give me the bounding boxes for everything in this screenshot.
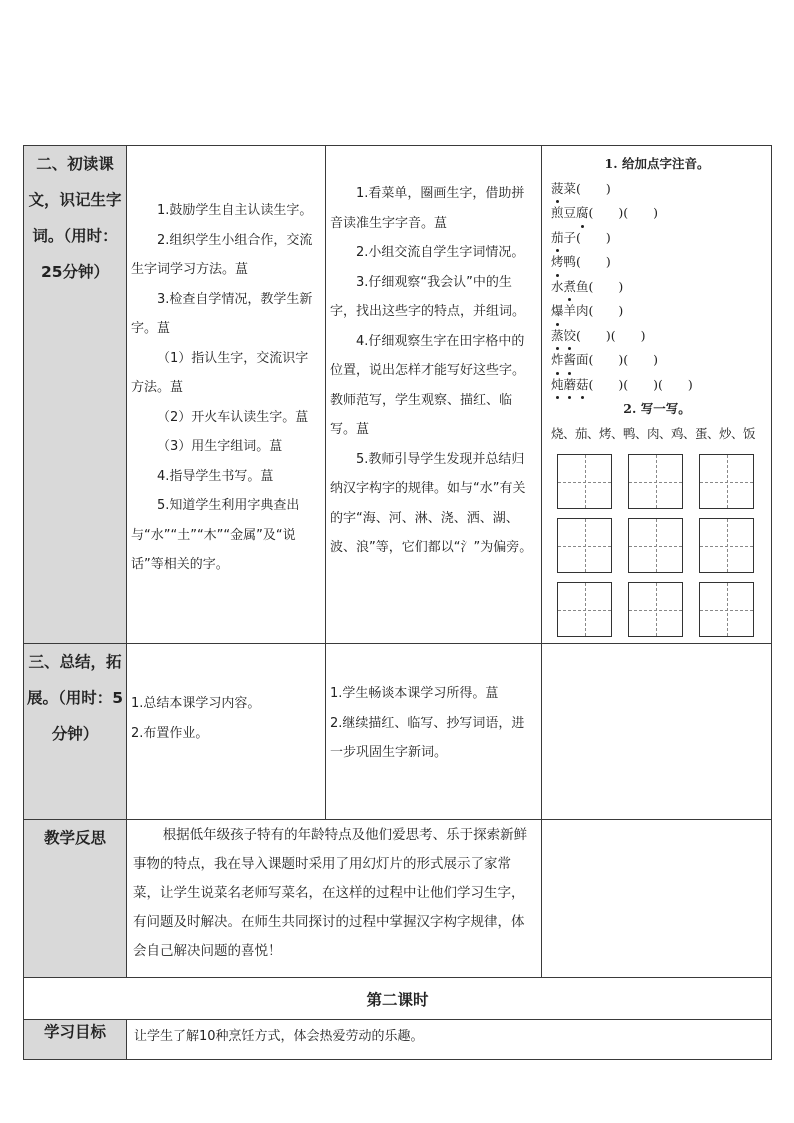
item-char: 鱼 [576, 278, 589, 294]
section3-teacher-activities [127, 689, 325, 774]
lesson-plan-table [23, 145, 772, 1060]
item-char: 腐 [576, 201, 589, 226]
activity-line: 1.学生畅谈本课学习所得。蒀 [330, 686, 499, 702]
item-char: 豆 [563, 205, 577, 220]
activity-line: 3.仔细观察“我会认”中的生字，找出这些字的特点，并组词。 [330, 274, 526, 319]
activity-line: 1.看菜单，圈画生字，借助拼音读准生字字音。蒀 [330, 186, 525, 231]
answer-blank: ( ) [576, 180, 611, 196]
section3-student-cell [326, 644, 542, 820]
pinyin-item [551, 324, 771, 349]
activity-line: 2.小组交流自学生字词情况。 [356, 245, 525, 260]
section2-student-cell [326, 146, 542, 644]
activity-line: 2.继续描红、临写、抄写词语，进一步巩固生字新词。 [330, 715, 525, 761]
item-char: 炖 [551, 373, 564, 398]
item-char: 蒸 [551, 324, 564, 349]
item-char: 菠 [551, 177, 564, 202]
second-lesson-row [24, 978, 772, 1020]
learning-goal-text: 让学生了解10种烹饪方式，体会热爱劳动的乐趣。 [134, 1029, 424, 1044]
section2-row [24, 146, 772, 644]
answer-blank: ( )( ) [588, 352, 659, 367]
pinyin-item [551, 250, 771, 275]
answer-blank: ( )( ) [576, 327, 646, 343]
activity-line: 5.教师引导学生发现并总结归纳汉字构字的规律。如与“水”有关的字“海、河、淋、浇、洒、湖、波、浪”等，它们都以“氵”为偏旁。 [330, 451, 533, 555]
reflection-title: 教学反思 [24, 820, 127, 978]
activity-line: （1）指认生字，交流识字方法。蒀 [131, 350, 309, 395]
reflection-row [24, 820, 772, 978]
activity-line: （3）用生字组词。蒀 [157, 439, 283, 454]
section3-title: 三、总结，拓展。（用时：5分钟） [24, 644, 127, 820]
tianzige-box [699, 582, 754, 637]
tianzige-box [628, 454, 683, 509]
item-char: 煮 [564, 275, 577, 300]
item-char: 鸭 [563, 254, 577, 269]
section3-empty-cell [542, 644, 772, 820]
tianzige-box [557, 454, 612, 509]
activity-line: 3.检查自学情况，教学生新字。蒀 [131, 291, 313, 336]
activity-line: （2）开火车认读生字。蒀 [157, 409, 309, 425]
activity-line: 5.知道学生利用字典查出与“水”“土”“木”“金属”及“说话”等相关的字。 [131, 498, 300, 572]
learning-goal-cell [127, 1020, 772, 1060]
tianzige-box [557, 518, 612, 573]
exercise-q2: 2. 写一写。 [623, 401, 691, 416]
section2-teacher-activities [127, 146, 325, 580]
answer-blank: ( )( ) [588, 205, 659, 220]
item-char: 烤 [551, 250, 564, 275]
reflection-text: 根据低年级孩子特有的年龄特点及他们爱思考、乐于探索新鲜事物的特点，我在导入课题时采用了用幻灯片的形式展示了家常菜，让学生说菜名老师写菜名，在这样的过程中让他们学习生字，有问题及时解决。在师生共同探讨的过程中掌握汉字构字规律，体会自己解决问题的喜悦！ [133, 827, 528, 959]
item-char: 炸 [551, 348, 564, 373]
answer-blank: ( ) [588, 278, 624, 294]
exercise-block [542, 146, 771, 637]
learning-goal-row [24, 1020, 772, 1060]
pinyin-item [551, 177, 771, 202]
item-char: 爆 [551, 299, 564, 324]
item-char: 羊 [563, 303, 577, 318]
item-char: 煎 [551, 205, 564, 220]
section2-title: 二、初读课文，识记生字词。（用时：25分钟） [24, 146, 127, 644]
second-lesson-title: 第二课时 [24, 978, 772, 1020]
tianzige-box [628, 518, 683, 573]
reflection-empty-cell [542, 820, 772, 978]
activity-line: 1.鼓励学生自主认读生字。 [157, 203, 313, 218]
item-char: 水 [551, 278, 564, 294]
pinyin-item [551, 348, 771, 373]
section3-teacher-cell [127, 644, 326, 820]
item-char: 面 [576, 352, 589, 367]
item-char: 酱 [564, 348, 577, 373]
pinyin-items [551, 177, 771, 398]
section3-student-activities [326, 679, 541, 784]
activity-line: 2.布置作业。 [131, 725, 209, 741]
pinyin-item [551, 373, 771, 398]
pinyin-item [551, 299, 771, 324]
item-char: 菜 [563, 180, 577, 196]
answer-blank: ( ) [588, 303, 624, 318]
item-char: 茄 [551, 226, 564, 251]
tianzige-box [699, 518, 754, 573]
reflection-text-wrap [127, 820, 541, 966]
item-char: 饺 [564, 324, 577, 349]
activity-line: 4.指导学生书写。蒀 [157, 468, 274, 484]
section2-exercise-cell [542, 146, 772, 644]
activity-line: 2.组织学生小组合作，交流生字词学习方法。蒀 [131, 232, 313, 277]
item-char: 肉 [576, 303, 589, 318]
learning-goal-label: 学习目标 [24, 1020, 127, 1060]
answer-blank: ( )( )( ) [588, 376, 693, 392]
pinyin-item [551, 226, 771, 251]
item-char: 菇 [576, 373, 589, 398]
exercise-q1: 1. 给加点字注音。 [604, 156, 710, 171]
answer-blank: ( ) [576, 229, 611, 245]
section3-row [24, 644, 772, 820]
pinyin-item [551, 275, 771, 300]
tianzige-box [699, 454, 754, 509]
item-char: 子 [563, 229, 577, 245]
activity-line: 4.仔细观察生字在田字格中的位置，说出怎样才能写好这些字。教师范写，学生观察、描红、临写。蒀 [330, 333, 526, 437]
pinyin-item [551, 201, 771, 226]
activity-line: 1.总结本课学习内容。 [131, 696, 261, 711]
section2-student-activities [326, 146, 541, 563]
tianzige-box [628, 582, 683, 637]
item-char: 蘑 [564, 373, 577, 398]
exercise-words: 烧、茄、烤、鸭、肉、鸡、蛋、炒、饭 [551, 425, 756, 441]
writing-grid [557, 454, 771, 637]
tianzige-box [557, 582, 612, 637]
reflection-cell [127, 820, 542, 978]
answer-blank: ( ) [576, 254, 611, 269]
section2-teacher-cell [127, 146, 326, 644]
